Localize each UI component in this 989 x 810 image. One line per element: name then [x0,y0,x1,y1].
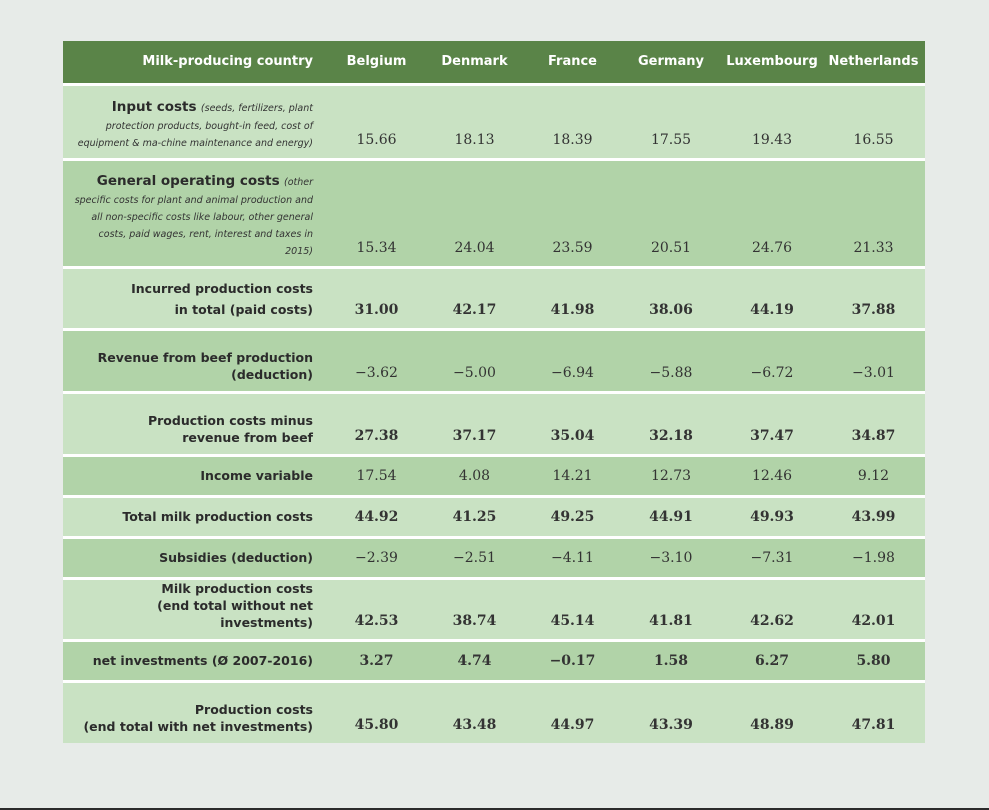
milk-costs-table-wrapper [63,41,925,743]
cell-belgium: 15.66 [356,131,397,148]
row-input-costs [63,84,925,159]
cell-belgium: 45.80 [354,717,399,733]
cell-belgium: 27.38 [354,427,399,444]
cell-netherlands: 16.55 [853,131,894,148]
cell-germany: 12.73 [650,467,692,484]
row-incurred-production-costs [63,267,925,329]
cell-france: 41.98 [550,301,595,318]
cell-germany: 41.81 [649,612,693,629]
row-label: Total milk production costs [122,509,313,524]
cell-france: 23.59 [552,239,593,256]
row-label-line2: (deduction) [231,366,313,382]
row-net-investments [63,640,925,681]
cell-germany: 17.55 [650,131,692,148]
cell-luxembourg: 48.89 [750,717,794,733]
cell-france: 45.14 [550,612,595,629]
cell-luxembourg: −7.31 [750,549,794,566]
row-subsidies [63,537,925,578]
cell-belgium: −2.39 [355,549,398,566]
row-label-main: Input costs [111,98,197,115]
cell-belgium: 44.92 [354,508,399,525]
cell-denmark: 37.17 [452,427,497,444]
cell-germany: 44.91 [649,508,693,525]
cell-denmark: −2.51 [453,549,496,566]
cell-france: 35.04 [550,427,595,444]
header-country-france: France [547,54,597,70]
cell-france: −4.11 [551,549,594,566]
row-income-variable [63,455,925,496]
cell-luxembourg: 24.76 [751,239,793,256]
cell-germany: −3.10 [649,549,693,566]
header-country-netherlands: Netherlands [828,54,919,70]
row-label [63,681,329,743]
row-label: Income variable [200,468,313,483]
cell-luxembourg: 19.43 [751,131,793,148]
header-label: Milk-producing country [142,54,313,70]
row-label: net investments (Ø 2007-2016) [92,653,313,668]
cell-netherlands: 43.99 [851,508,896,525]
header-country-denmark: Denmark [441,54,508,70]
cell-belgium: −3.62 [355,364,398,381]
cell-luxembourg: 37.47 [750,427,794,444]
cell-france: 49.25 [550,508,595,525]
cell-denmark: 43.48 [452,717,497,733]
row-production-costs-minus-beef [63,392,925,455]
cell-france: 18.39 [552,131,593,148]
header-country-belgium: Belgium [346,54,407,70]
row-label-line2: in total (paid costs) [174,301,313,317]
table-header-row [63,41,925,84]
cell-denmark: 4.08 [458,467,491,484]
row-label [63,84,329,159]
cell-belgium: 17.54 [356,467,397,484]
cell-germany: 32.18 [649,427,693,444]
cell-belgium: 42.53 [354,612,399,629]
row-label-line1: Production costs [194,702,313,717]
cell-luxembourg: 42.62 [750,612,794,629]
cell-netherlands: 34.87 [851,427,896,444]
cell-denmark: 4.74 [457,652,492,669]
cell-france: 14.21 [552,467,593,484]
row-total-milk-production-costs [63,496,925,537]
cell-belgium: 31.00 [354,301,399,318]
cell-netherlands: 9.12 [857,467,890,484]
cell-belgium: 3.27 [359,652,394,669]
cell-denmark: 24.04 [454,239,495,256]
row-label: Subsidies (deduction) [159,550,313,565]
cell-denmark: 38.74 [452,612,497,629]
cell-netherlands: 47.81 [851,717,896,733]
header-country-germany: Germany [638,54,704,70]
cell-luxembourg: 44.19 [750,301,794,318]
row-label-line2: (end total without net investments) [157,597,313,630]
row-label [63,267,329,329]
cell-germany: −5.88 [649,364,693,381]
row-label-main: General operating costs [96,172,280,189]
cell-netherlands: 37.88 [851,301,896,318]
cell-germany: 1.58 [653,652,689,669]
row-label-line1: Incurred production costs [131,280,313,296]
cell-luxembourg: −6.72 [750,364,794,381]
cell-netherlands: 21.33 [853,239,894,256]
row-label [63,159,329,267]
cell-denmark: 41.25 [452,508,497,525]
row-label-note: (seeds, fertilizers, plant protection products, bought-in feed, cost of equipment & ma-chine maintenance and energy) [77,102,313,149]
cell-netherlands: −1.98 [852,549,895,566]
row-label [63,578,329,640]
cell-netherlands: −3.01 [852,364,895,381]
row-revenue-beef-production [63,329,925,392]
cell-netherlands: 5.80 [856,652,891,669]
cell-germany: 20.51 [650,239,692,256]
row-milk-production-costs-without-investments [63,578,925,640]
cell-luxembourg: 12.46 [751,467,793,484]
header-country-luxembourg: Luxembourg [726,54,818,70]
cell-denmark: −5.00 [453,364,496,381]
row-label-line1: Production costs minus [147,412,313,428]
cell-belgium: 15.34 [356,239,397,256]
cell-germany: 38.06 [649,301,693,318]
cell-luxembourg: 49.93 [750,508,794,525]
milk-production-costs-table [63,41,925,743]
row-label-line2: (end total with net investments) [83,719,313,734]
cell-germany: 43.39 [649,717,693,733]
cell-netherlands: 42.01 [851,612,896,629]
row-label [63,329,329,392]
row-production-costs-with-investments [63,681,925,743]
cell-france: 44.97 [550,717,595,733]
row-label-line1: Milk production costs [161,580,313,596]
row-label [63,392,329,455]
cell-denmark: 18.13 [454,131,495,148]
cell-france: −0.17 [549,652,596,669]
row-label-line2: revenue from beef [182,429,313,445]
cell-france: −6.94 [551,364,594,381]
row-label-line1: Revenue from beef production [97,349,313,365]
row-label-note: (other specific costs for plant and animal production and all non-specific costs like labour, other general costs, paid wages, rent, interest and taxes in 2015) [74,176,313,257]
row-general-operating-costs [63,159,925,267]
cell-luxembourg: 6.27 [754,652,790,669]
cell-denmark: 42.17 [452,301,497,318]
